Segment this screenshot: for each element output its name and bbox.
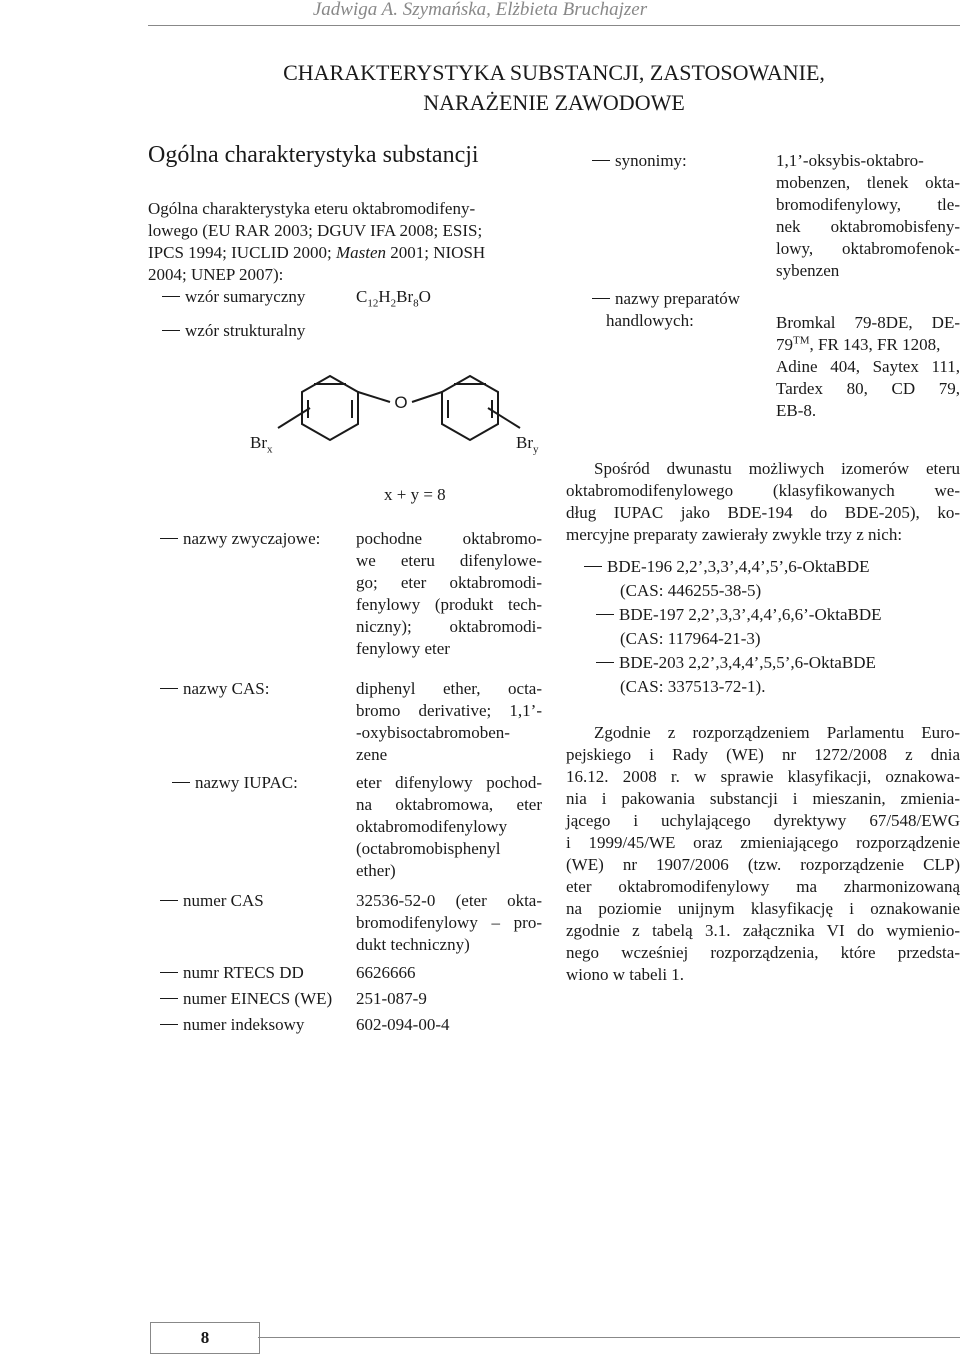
- chapter-title-line-2: NARAŻENIE ZAWODOWE: [423, 90, 685, 115]
- intro-italic-source: Masten: [335, 243, 387, 262]
- identifier-value: [356, 678, 542, 766]
- isomer-cas: (CAS: 117964-21-3): [620, 629, 761, 648]
- ether-bond-right: [412, 392, 442, 402]
- trade-line: EB-8.: [776, 401, 817, 420]
- text-line: 251-087-9: [356, 989, 427, 1008]
- text-line: zgodnie z tabelą 3.1. załącznika VI do wymienio-: [566, 921, 960, 940]
- formula-label: wzór sumaryczny: [162, 286, 305, 308]
- intro-paragraph: [148, 198, 543, 286]
- text-line: Spośród dwunastu możliwych izomerów eteru: [594, 459, 960, 478]
- text-line: wiono w tabeli 1.: [566, 965, 685, 984]
- identifier-label: numr RTECS DD: [160, 962, 304, 984]
- text-line: oktabromodifenylowy: [356, 817, 508, 836]
- isomer-cas: (CAS: 337513-72-1).: [620, 677, 766, 696]
- trade-names-label-2: handlowych:: [606, 311, 694, 330]
- synonyms-value: [776, 150, 960, 282]
- text-line: diphenyl ether, octa-: [356, 679, 542, 698]
- text-line: mobenzen, tlenek okta-: [776, 173, 960, 192]
- left-benzene-ring: [302, 376, 358, 440]
- isomers-paragraph: [566, 458, 960, 546]
- text-line: lowy, oktabromofenok-: [776, 239, 960, 258]
- intro-line: lowego (EU RAR 2003; DGUV IFA 2008; ESIS;: [148, 221, 483, 240]
- footer-rule: [258, 1337, 960, 1338]
- text-line: na poziomie unijnym klasyfikację i oznakowanie: [566, 899, 960, 918]
- isomer-name: BDE-203 2,2’,3,4,4’,5,5’,6-OktaBDE: [596, 652, 876, 674]
- trade-line: Bromkal 79-8DE, DE-: [776, 313, 960, 332]
- text-line: zene: [356, 745, 388, 764]
- text-line: pejskiego i Rady (WE) nr 1272/2008 z dnia: [566, 745, 960, 764]
- intro-line: Ogólna charakterystyka eteru oktabromodifeny-: [148, 199, 476, 218]
- structural-label: wzór strukturalny: [162, 320, 305, 342]
- identifier-value: [356, 772, 542, 882]
- trade-names-value: [776, 312, 960, 422]
- text-line: nego wcześniej rozporządzenia, które przedsta-: [566, 943, 960, 962]
- text-line: ether): [356, 861, 396, 880]
- text-line: fenylowy eter: [356, 639, 450, 658]
- header-rule: [148, 25, 960, 26]
- text-line: nia i pakowania substancji i mieszanin, zmienia-: [566, 789, 960, 808]
- text-line: 32536-52-0 (eter okta-: [356, 891, 542, 910]
- text-line: Zgodnie z rozporządzeniem Parlamentu Euro-: [594, 723, 960, 742]
- ether-bond-left: [358, 392, 390, 402]
- text-line: eter oktabromodifenylowy ma zharmonizowaną: [566, 877, 960, 896]
- identifier-value: [356, 962, 542, 984]
- text-line: go; eter oktabromodi-: [356, 573, 542, 592]
- text-line: niczny); oktabromodi-: [356, 617, 542, 636]
- intro-line: 2004; UNEP 2007):: [148, 265, 284, 284]
- trade-line: Tardex 80, CD 79,: [776, 379, 960, 398]
- text-line: eter difenylowy pochod-: [356, 773, 542, 792]
- text-line: fenylowy (produkt tech-: [356, 595, 542, 614]
- text-line: i 1999/45/WE oraz zmieniającego rozporządzenie: [566, 833, 960, 852]
- identifier-label: nazwy CAS:: [160, 678, 269, 700]
- page-number: 8: [150, 1322, 260, 1354]
- running-header: Jadwiga A. Szymańska, Elżbieta Bruchajzer: [312, 0, 648, 20]
- text-line: -oxybisoctabromoben-: [356, 723, 510, 742]
- identifier-label: numer EINECS (WE): [160, 988, 332, 1010]
- text-line: jącego i uchylającego dyrektywy 67/548/EWG: [566, 811, 960, 830]
- text-line: (WE) nr 1907/2006 (tzw. rozporządzenie CLP): [566, 855, 960, 874]
- identifier-value: [356, 890, 542, 956]
- text-line: sybenzen: [776, 261, 840, 280]
- text-line: 6626666: [356, 963, 416, 982]
- identifier-label: nazwy IUPAC:: [172, 772, 298, 794]
- text-line: bromo derivative; 1,1’-: [356, 701, 542, 720]
- identifier-value: [356, 1014, 542, 1036]
- text-line: mercyjne preparaty zawierały zwykle trzy z nich:: [566, 525, 903, 544]
- text-line: (octabromobisphenyl: [356, 839, 501, 858]
- isomer-cas: (CAS: 446255-38-5): [620, 581, 762, 600]
- text-line: oktabromodifenylowego (klasyfikowanych we-: [566, 481, 960, 500]
- identifier-value: [356, 988, 542, 1010]
- bromine-y-label: $Br_y$: [516, 433, 539, 456]
- text-line: dług IUPAC jako BDE-194 do BDE-205), ko-: [566, 503, 960, 522]
- intro-line: IPCS 1994; IUCLID 2000; Masten 2001; NIOSH: [148, 243, 486, 262]
- text-line: dukt techniczny): [356, 935, 470, 954]
- text-line: we eteru difenylowe-: [356, 551, 542, 570]
- text-line: 1,1’-oksybis-oktabro-: [776, 151, 924, 170]
- text-line: bromodifenylowy, tle-: [776, 195, 960, 214]
- bromine-x-label: $Br_x$: [250, 433, 273, 456]
- regulation-paragraph: [566, 722, 960, 986]
- isomer-name: BDE-196 2,2’,3,3’,4,4’,5’,6-OktaBDE: [584, 556, 870, 578]
- text-line: 16.12. 2008 r. w sprawie klasyfikacji, oznakowa-: [566, 767, 960, 786]
- text-line: nek oktabromobisfeny-: [776, 217, 960, 236]
- oxygen-atom: O: [394, 393, 408, 412]
- isomer-name: BDE-197 2,2’,3,3’,4,4’,6,6’-OktaBDE: [596, 604, 882, 626]
- text-line: bromodifenylowy – pro-: [356, 913, 542, 932]
- text-line: pochodne oktabromo-: [356, 529, 542, 548]
- synonyms-label: synonimy:: [592, 150, 687, 172]
- molecular-formula: $C_{12}H_2Br_8O$: [356, 287, 431, 310]
- substitution-equation: x + y = 8: [384, 485, 446, 504]
- section-heading: Ogólna charakterystyka substancji: [148, 142, 479, 168]
- trade-line: 79™, FR 143, FR 1208,: [776, 334, 941, 354]
- trade-line: Adine 404, Saytex 111,: [776, 357, 960, 376]
- text-line: na oktabromowa, eter: [356, 795, 542, 814]
- chapter-title-line-1: CHARAKTERYSTYKA SUBSTANCJI, ZASTOSOWANIE,: [283, 60, 825, 85]
- structural-formula-diagram: [230, 360, 560, 460]
- text-line: 602-094-00-4: [356, 1015, 450, 1034]
- identifier-label: numer indeksowy: [160, 1014, 304, 1036]
- identifier-value: [356, 528, 542, 660]
- identifier-label: numer CAS: [160, 890, 264, 912]
- identifier-label: nazwy zwyczajowe:: [160, 528, 320, 550]
- trade-names-label: nazwy preparatów: [592, 288, 740, 310]
